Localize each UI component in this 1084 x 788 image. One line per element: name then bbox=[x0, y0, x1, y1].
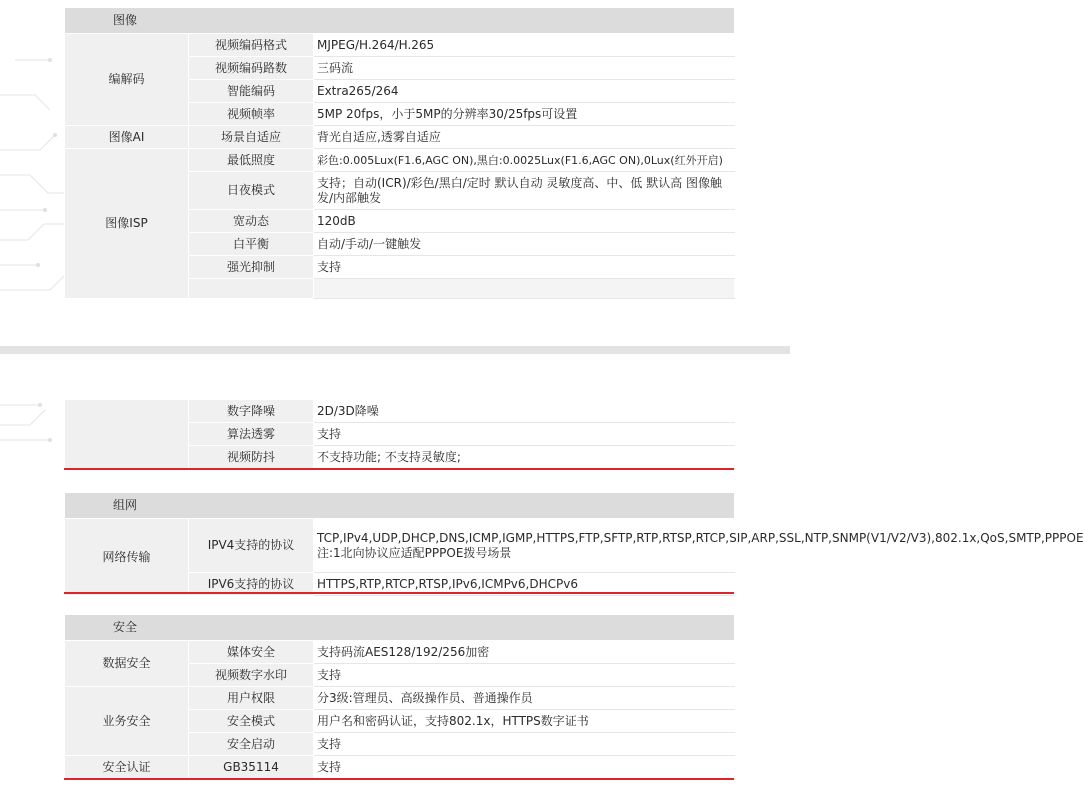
spec-value: 支持 bbox=[314, 756, 735, 779]
spec-label: GB35114 bbox=[189, 756, 314, 779]
spec-value: 背光自适应,透雾自适应 bbox=[314, 126, 735, 149]
table-row bbox=[65, 641, 735, 664]
spec-value: MJPEG/H.264/H.265 bbox=[314, 34, 735, 57]
spec-label: 场景自适应 bbox=[189, 126, 314, 149]
spec-value: 支持 bbox=[314, 256, 735, 279]
group-ai: 图像AI bbox=[65, 126, 189, 149]
section-title: 图像 bbox=[65, 8, 735, 34]
group-codec: 编解码 bbox=[65, 34, 189, 126]
group-isp: 图像ISP bbox=[65, 149, 189, 299]
spec-label: 安全启动 bbox=[189, 733, 314, 756]
spec-label: 白平衡 bbox=[189, 233, 314, 256]
spec-label: 媒体安全 bbox=[189, 641, 314, 664]
spec-value: 三码流 bbox=[314, 57, 735, 80]
section-header-security bbox=[65, 615, 735, 641]
section-header-network bbox=[65, 493, 735, 519]
spec-value: 2D/3D降噪 bbox=[314, 400, 735, 423]
spec-value: 用户名和密码认证，支持802.1x，HTTPS数字证书 bbox=[314, 710, 735, 733]
page-break-band bbox=[0, 346, 790, 354]
spec-label: 视频帧率 bbox=[189, 103, 314, 126]
spec-label: 视频编码路数 bbox=[189, 57, 314, 80]
spec-label: 智能编码 bbox=[189, 80, 314, 103]
spec-label: 视频防抖 bbox=[189, 446, 314, 469]
spec-label: 算法透雾 bbox=[189, 423, 314, 446]
table-row bbox=[65, 400, 735, 423]
spec-value: TCP,IPv4,UDP,DHCP,DNS,ICMP,IGMP,HTTPS,FTP,SFTP,RTP,RTSP,RTCP,SIP,ARP,SSL,NTP,SNMP(V1/V2/V3),802.1x,QoS,SMTP,PPPOE 注:1北向协议应适配PPPOE拨号场景 bbox=[314, 519, 735, 573]
spec-value: 120dB bbox=[314, 210, 735, 233]
spec-value: Extra265/264 bbox=[314, 80, 735, 103]
table-row bbox=[65, 126, 735, 149]
security-spec-table bbox=[64, 614, 735, 779]
table-row bbox=[65, 34, 735, 57]
spec-value: 支持 bbox=[314, 733, 735, 756]
table-row bbox=[65, 519, 735, 573]
spec-value: 支持 bbox=[314, 423, 735, 446]
spec-label: 数字降噪 bbox=[189, 400, 314, 423]
spec-label: 视频编码格式 bbox=[189, 34, 314, 57]
spec-label: 最低照度 bbox=[189, 149, 314, 172]
section-header-image bbox=[65, 8, 735, 34]
section-title: 安全 bbox=[65, 615, 735, 641]
table-row bbox=[65, 149, 735, 172]
spec-value: 自动/手动/一键触发 bbox=[314, 233, 735, 256]
spec-value: 彩色:0.005Lux(F1.6,AGC ON),黑白:0.0025Lux(F1.6,AGC ON),0Lux(红外开启) bbox=[314, 149, 735, 172]
spec-label: 日夜模式 bbox=[189, 172, 314, 210]
section-divider bbox=[64, 468, 734, 470]
spec-label: 强光抑制 bbox=[189, 256, 314, 279]
network-spec-table bbox=[64, 492, 1084, 596]
table-row bbox=[65, 687, 735, 710]
section-divider bbox=[64, 778, 734, 780]
section-divider bbox=[64, 592, 734, 594]
image-spec-table bbox=[64, 7, 735, 299]
spec-value: 支持；自动(ICR)/彩色/黑白/定时 默认自动 灵敏度高、中、低 默认高 图像触发/内部触发 bbox=[314, 172, 735, 210]
group-business-security: 业务安全 bbox=[65, 687, 189, 756]
spec-value: 5MP 20fps，小于5MP的分辨率30/25fps可设置 bbox=[314, 103, 735, 126]
group-security-cert: 安全认证 bbox=[65, 756, 189, 779]
spec-label: 视频数字水印 bbox=[189, 664, 314, 687]
spec-label: 宽动态 bbox=[189, 210, 314, 233]
group-data-security: 数据安全 bbox=[65, 641, 189, 687]
spec-label: 安全模式 bbox=[189, 710, 314, 733]
table-row bbox=[65, 756, 735, 779]
spec-value: 支持 bbox=[314, 664, 735, 687]
spec-label: 用户权限 bbox=[189, 687, 314, 710]
spec-label: IPV6支持的协议 bbox=[189, 573, 314, 596]
section-title: 组网 bbox=[65, 493, 735, 519]
spec-value: 分3级:管理员、高级操作员、普通操作员 bbox=[314, 687, 735, 710]
spec-value: 支持码流AES128/192/256加密 bbox=[314, 641, 735, 664]
spec-value: 不支持功能; 不支持灵敏度; bbox=[314, 446, 735, 469]
group-network-transport: 网络传输 bbox=[65, 519, 189, 596]
spec-label: IPV4支持的协议 bbox=[189, 519, 314, 573]
spec-value: HTTPS,RTP,RTCP,RTSP,IPv6,ICMPv6,DHCPv6 bbox=[314, 573, 735, 596]
image-spec-table-continued bbox=[64, 399, 735, 469]
